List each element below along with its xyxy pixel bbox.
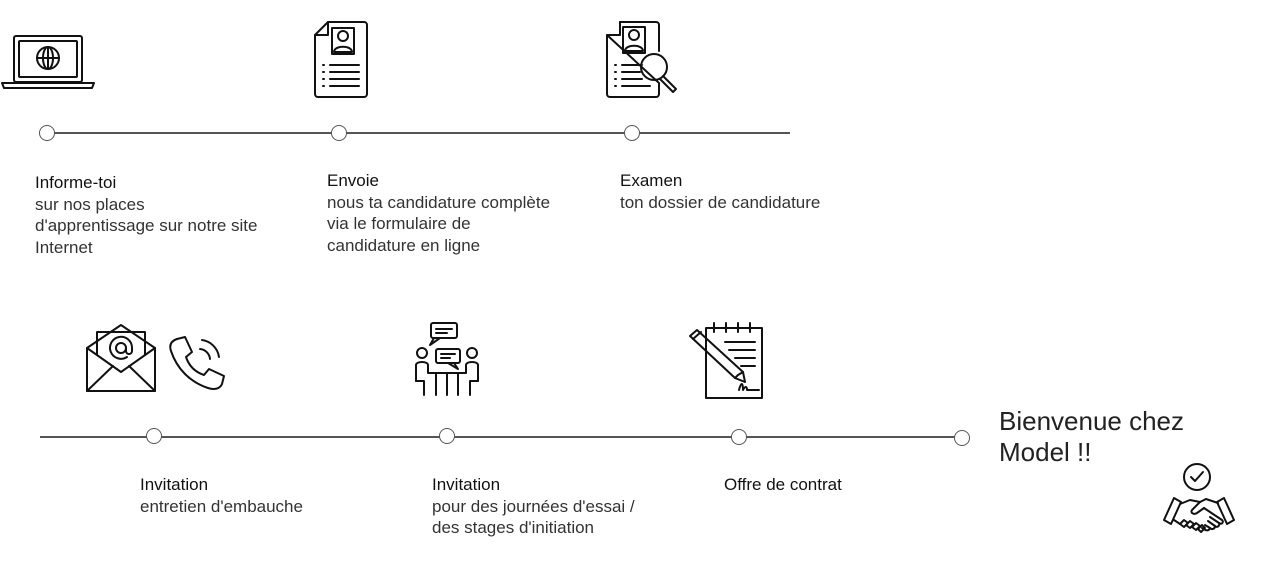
timeline-node-5 xyxy=(439,428,455,444)
step-desc-line: Internet xyxy=(35,237,93,257)
timeline-node-6 xyxy=(731,429,747,445)
step-invitation-entretien xyxy=(140,474,303,517)
timeline-node-4 xyxy=(146,428,162,444)
step-invitation-journees xyxy=(432,474,635,539)
email-icon xyxy=(86,324,156,392)
step-envoie xyxy=(327,170,550,256)
step-desc-line: sur nos places xyxy=(35,194,145,214)
timeline-node-2 xyxy=(331,125,347,141)
resume-search-icon xyxy=(606,21,682,99)
step-title: Examen xyxy=(620,171,683,190)
step-desc-line: candidature en ligne xyxy=(327,235,481,255)
step-desc-line: ton dossier de candidature xyxy=(620,192,821,212)
welcome-message xyxy=(999,406,1184,468)
step-title: Offre de contrat xyxy=(724,475,842,494)
meeting-icon xyxy=(414,321,480,397)
timeline-bottom-line xyxy=(40,436,962,438)
laptop-globe-icon xyxy=(2,34,94,90)
welcome-line: Model !! xyxy=(999,437,1092,467)
timeline-top-line xyxy=(47,132,790,134)
handshake-icon xyxy=(1162,462,1236,548)
step-title: Envoie xyxy=(327,171,379,190)
step-desc-line: pour des journées d'essai / xyxy=(432,496,635,516)
phone-icon xyxy=(168,335,230,391)
step-title: Invitation xyxy=(432,475,501,494)
step-title: Informe-toi xyxy=(35,173,117,192)
step-title: Invitation xyxy=(140,475,209,494)
timeline-node-end xyxy=(954,430,970,446)
step-informe-toi xyxy=(35,172,258,258)
step-desc-line: entretien d'embauche xyxy=(140,496,303,516)
timeline-node-1 xyxy=(39,125,55,141)
step-desc-line: nous ta candidature complète xyxy=(327,192,551,212)
step-desc-line: des stages d'initiation xyxy=(432,518,595,537)
step-offre-contrat xyxy=(724,474,842,496)
step-desc-line: via le formulaire de xyxy=(327,214,471,233)
step-examen xyxy=(620,170,820,213)
step-desc-line: d'apprentissage sur notre site xyxy=(35,216,258,235)
timeline-node-3 xyxy=(624,125,640,141)
contract-sign-icon xyxy=(685,322,765,400)
welcome-line: Bienvenue chez xyxy=(999,406,1185,436)
resume-icon xyxy=(314,21,368,99)
